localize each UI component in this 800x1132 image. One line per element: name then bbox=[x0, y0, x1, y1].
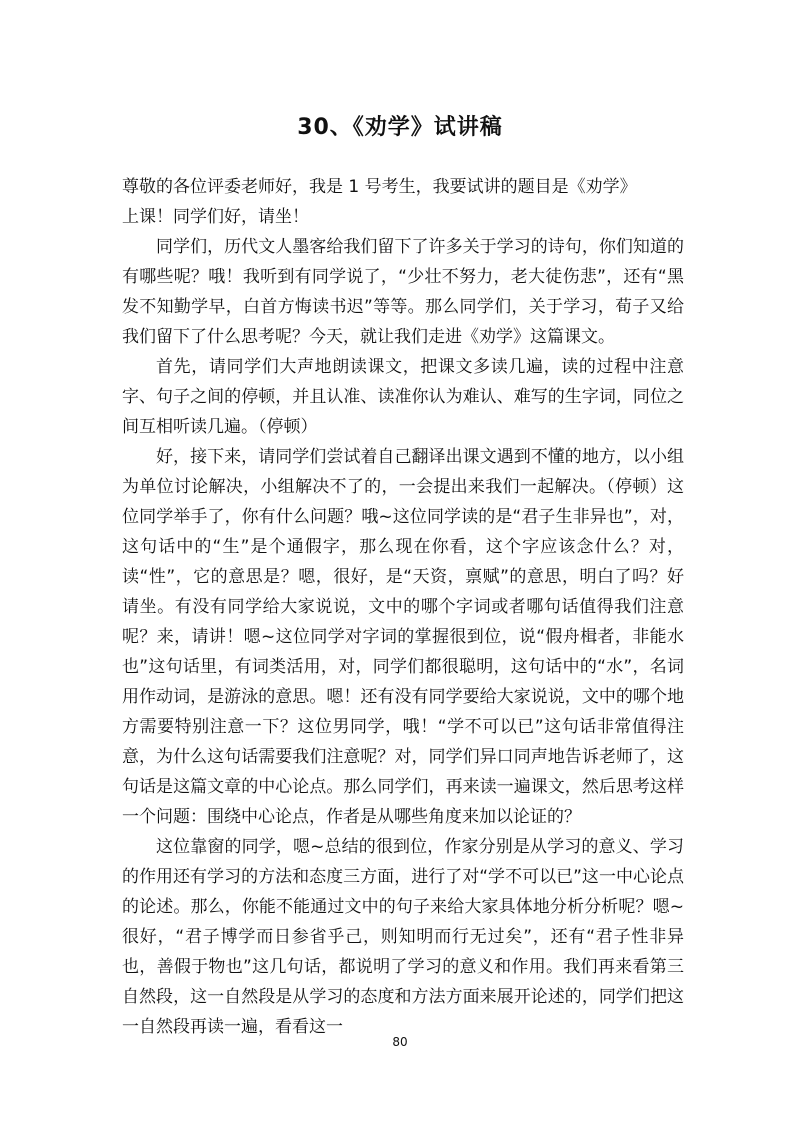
intro-line: 尊敬的各位评委老师好，我是 1 号考生，我要试讲的题目是《劝学》 bbox=[122, 177, 637, 197]
page-number: 80 bbox=[392, 1035, 408, 1049]
document-body bbox=[122, 172, 684, 1042]
intro-line: 上课！同学们好，请坐！ bbox=[122, 207, 309, 227]
page-title: 30、《劝学》试讲稿 bbox=[297, 115, 503, 140]
body-paragraph: 这位靠窗的同学，嗯~总结的很到位，作家分别是从学习的意义、学习的作用还有学习的方法和态度三方面，进行了对“学不可以已”这一中心论点的论述。那么，你能不能通过文中的句子来给大家具体地分析分析呢？嗯~很好，“君子博学而日参省乎己，则知明而行无过矣”，还有“君子性非异也，善假于物也”这几句话，都说明了学习的意义和作用。我们再来看第三自然段，这一自然段是从学习的态度和方法方面来展开论述的，同学们把这一自然段再读一遍，看看这一 bbox=[122, 837, 684, 1037]
body-paragraph: 首先，请同学们大声地朗读课文，把课文多读几遍，读的过程中注意字、句子之间的停顿，并且认准、读准你认为难认、难写的生字词，同位之间互相听读几遍。（停顿） bbox=[122, 357, 684, 437]
body-paragraph: 好，接下来，请同学们尝试着自己翻译出课文遇到不懂的地方，以小组为单位讨论解决，小组解决不了的，一会提出来我们一起解决。（停顿）这位同学举手了，你有什么问题？哦~这位同学读的是“君子生非异也”，对，这句话中的“生”是个通假字，那么现在你看，这个字应该念什么？对，读“性”，它的意思是？嗯，很好，是“天资，禀赋”的意思，明白了吗？好请坐。有没有同学给大家说说，文中的哪个字词或者哪句话值得我们注意呢？来，请讲！嗯~这位同学对字词的掌握很到位，说“假舟楫者，非能水也”这句话里，有词类活用，对，同学们都很聪明，这句话中的“水”，名词用作动词，是游泳的意思。嗯！还有没有同学要给大家说说，文中的哪个地方需要特别注意一下？这位男同学，哦！“学不可以已”这句话非常值得注意，为什么这句话需要我们注意呢？对，同学们异口同声地告诉老师了，这句话是这篇文章的中心论点。那么同学们，再来读一遍课文，然后思考这样一个问题：围绕中心论点，作者是从哪些角度来加以论证的？ bbox=[122, 447, 684, 827]
body-paragraph: 同学们，历代文人墨客给我们留下了许多关于学习的诗句，你们知道的有哪些呢？哦！我听到有同学说了，“少壮不努力，老大徒伤悲”，还有“黑发不知勤学早，白首方悔读书迟”等等。那么同学们，关于学习，荀子又给我们留下了什么思考呢？今天，就让我们走进《劝学》这篇课文。 bbox=[122, 237, 684, 347]
